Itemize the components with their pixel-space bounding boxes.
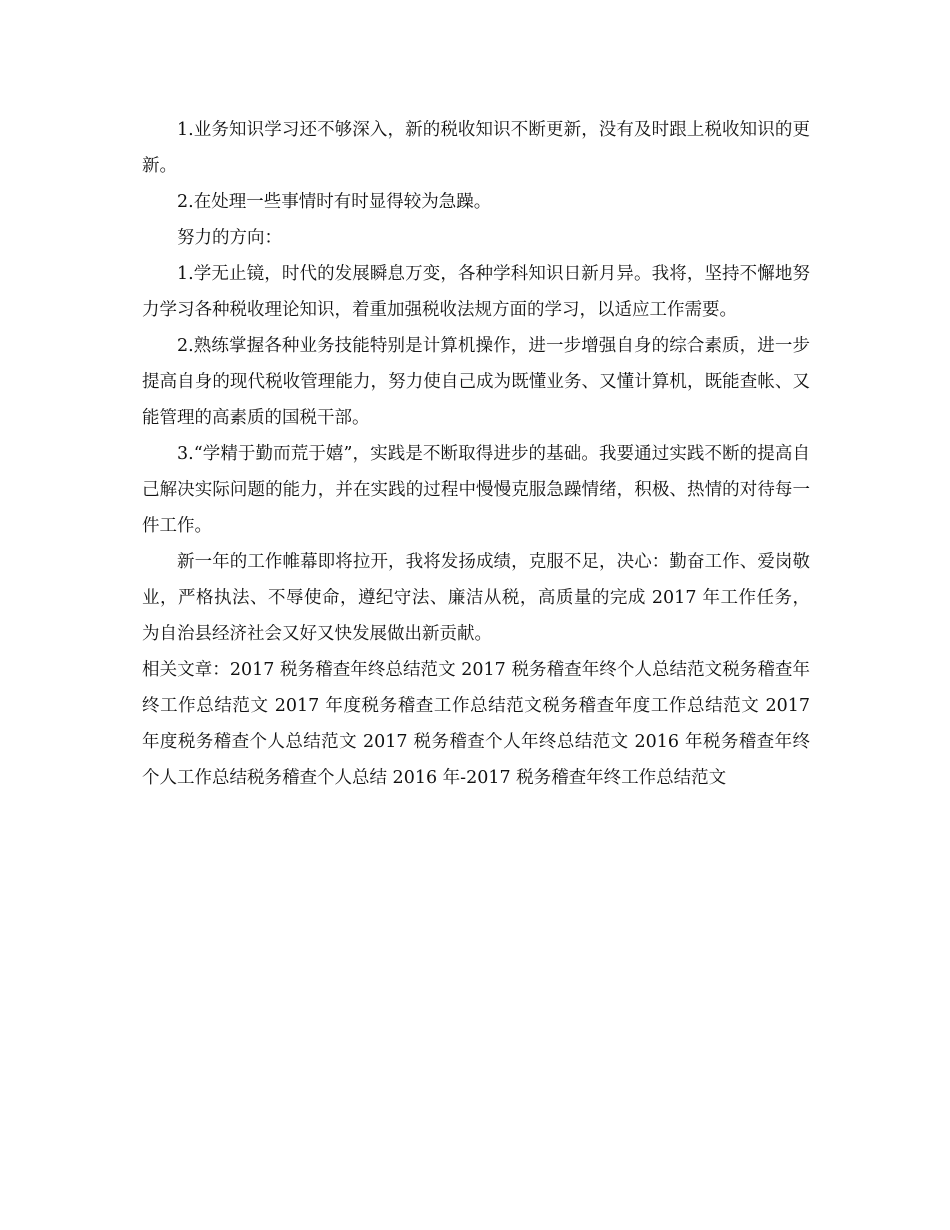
- paragraph-shortcoming-1: 1.业务知识学习还不够深入，新的税收知识不断更新，没有及时跟上税收知识的更新。: [142, 120, 810, 176]
- document-page: [142, 112, 810, 796]
- related-articles[interactable]: 相关文章：2017 税务稽查年终总结范文 2017 税务稽查年终个人总结范文税务稽查年终工作总结范文 2017 年度税务稽查工作总结范文税务稽查年度工作总结范文 2017 年度税务稽查个人总结范文 2017 税务稽查个人年终总结范文 2016 年税务稽查年终个人工作总结税务稽查个人总结 2016 年-2017 税务稽查年终工作总结范文: [142, 660, 810, 788]
- paragraph-shortcoming-2: 2.在处理一些事情时有时显得较为急躁。: [177, 192, 492, 212]
- paragraph-direction-3: 3.“学精于勤而荒于嬉”，实践是不断取得进步的基础。我要通过实践不断的提高自己解决实际问题的能力，并在实践的过程中慢慢克服急躁情绪，积极、热情的对待每一件工作。: [142, 444, 810, 536]
- paragraph-conclusion: 新一年的工作帷幕即将拉开，我将发扬成绩，克服不足，决心：勤奋工作、爱岗敬业，严格执法、不辱使命，遵纪守法、廉洁从税，高质量的完成 2017 年工作任务，为自治县经济社会又好又快发展做出新贡献。: [142, 552, 810, 644]
- paragraph-direction-2: 2.熟练掌握各种业务技能特别是计算机操作，进一步增强自身的综合素质，进一步提高自身的现代税收管理能力，努力使自己成为既懂业务、又懂计算机，既能查帐、又能管理的高素质的国税干部。: [142, 336, 810, 428]
- section-heading-direction: 努力的方向：: [177, 228, 282, 248]
- paragraph-direction-1: 1.学无止镜，时代的发展瞬息万变，各种学科知识日新月异。我将，坚持不懈地努力学习各种税收理论知识，着重加强税收法规方面的学习，以适应工作需要。: [142, 264, 810, 320]
